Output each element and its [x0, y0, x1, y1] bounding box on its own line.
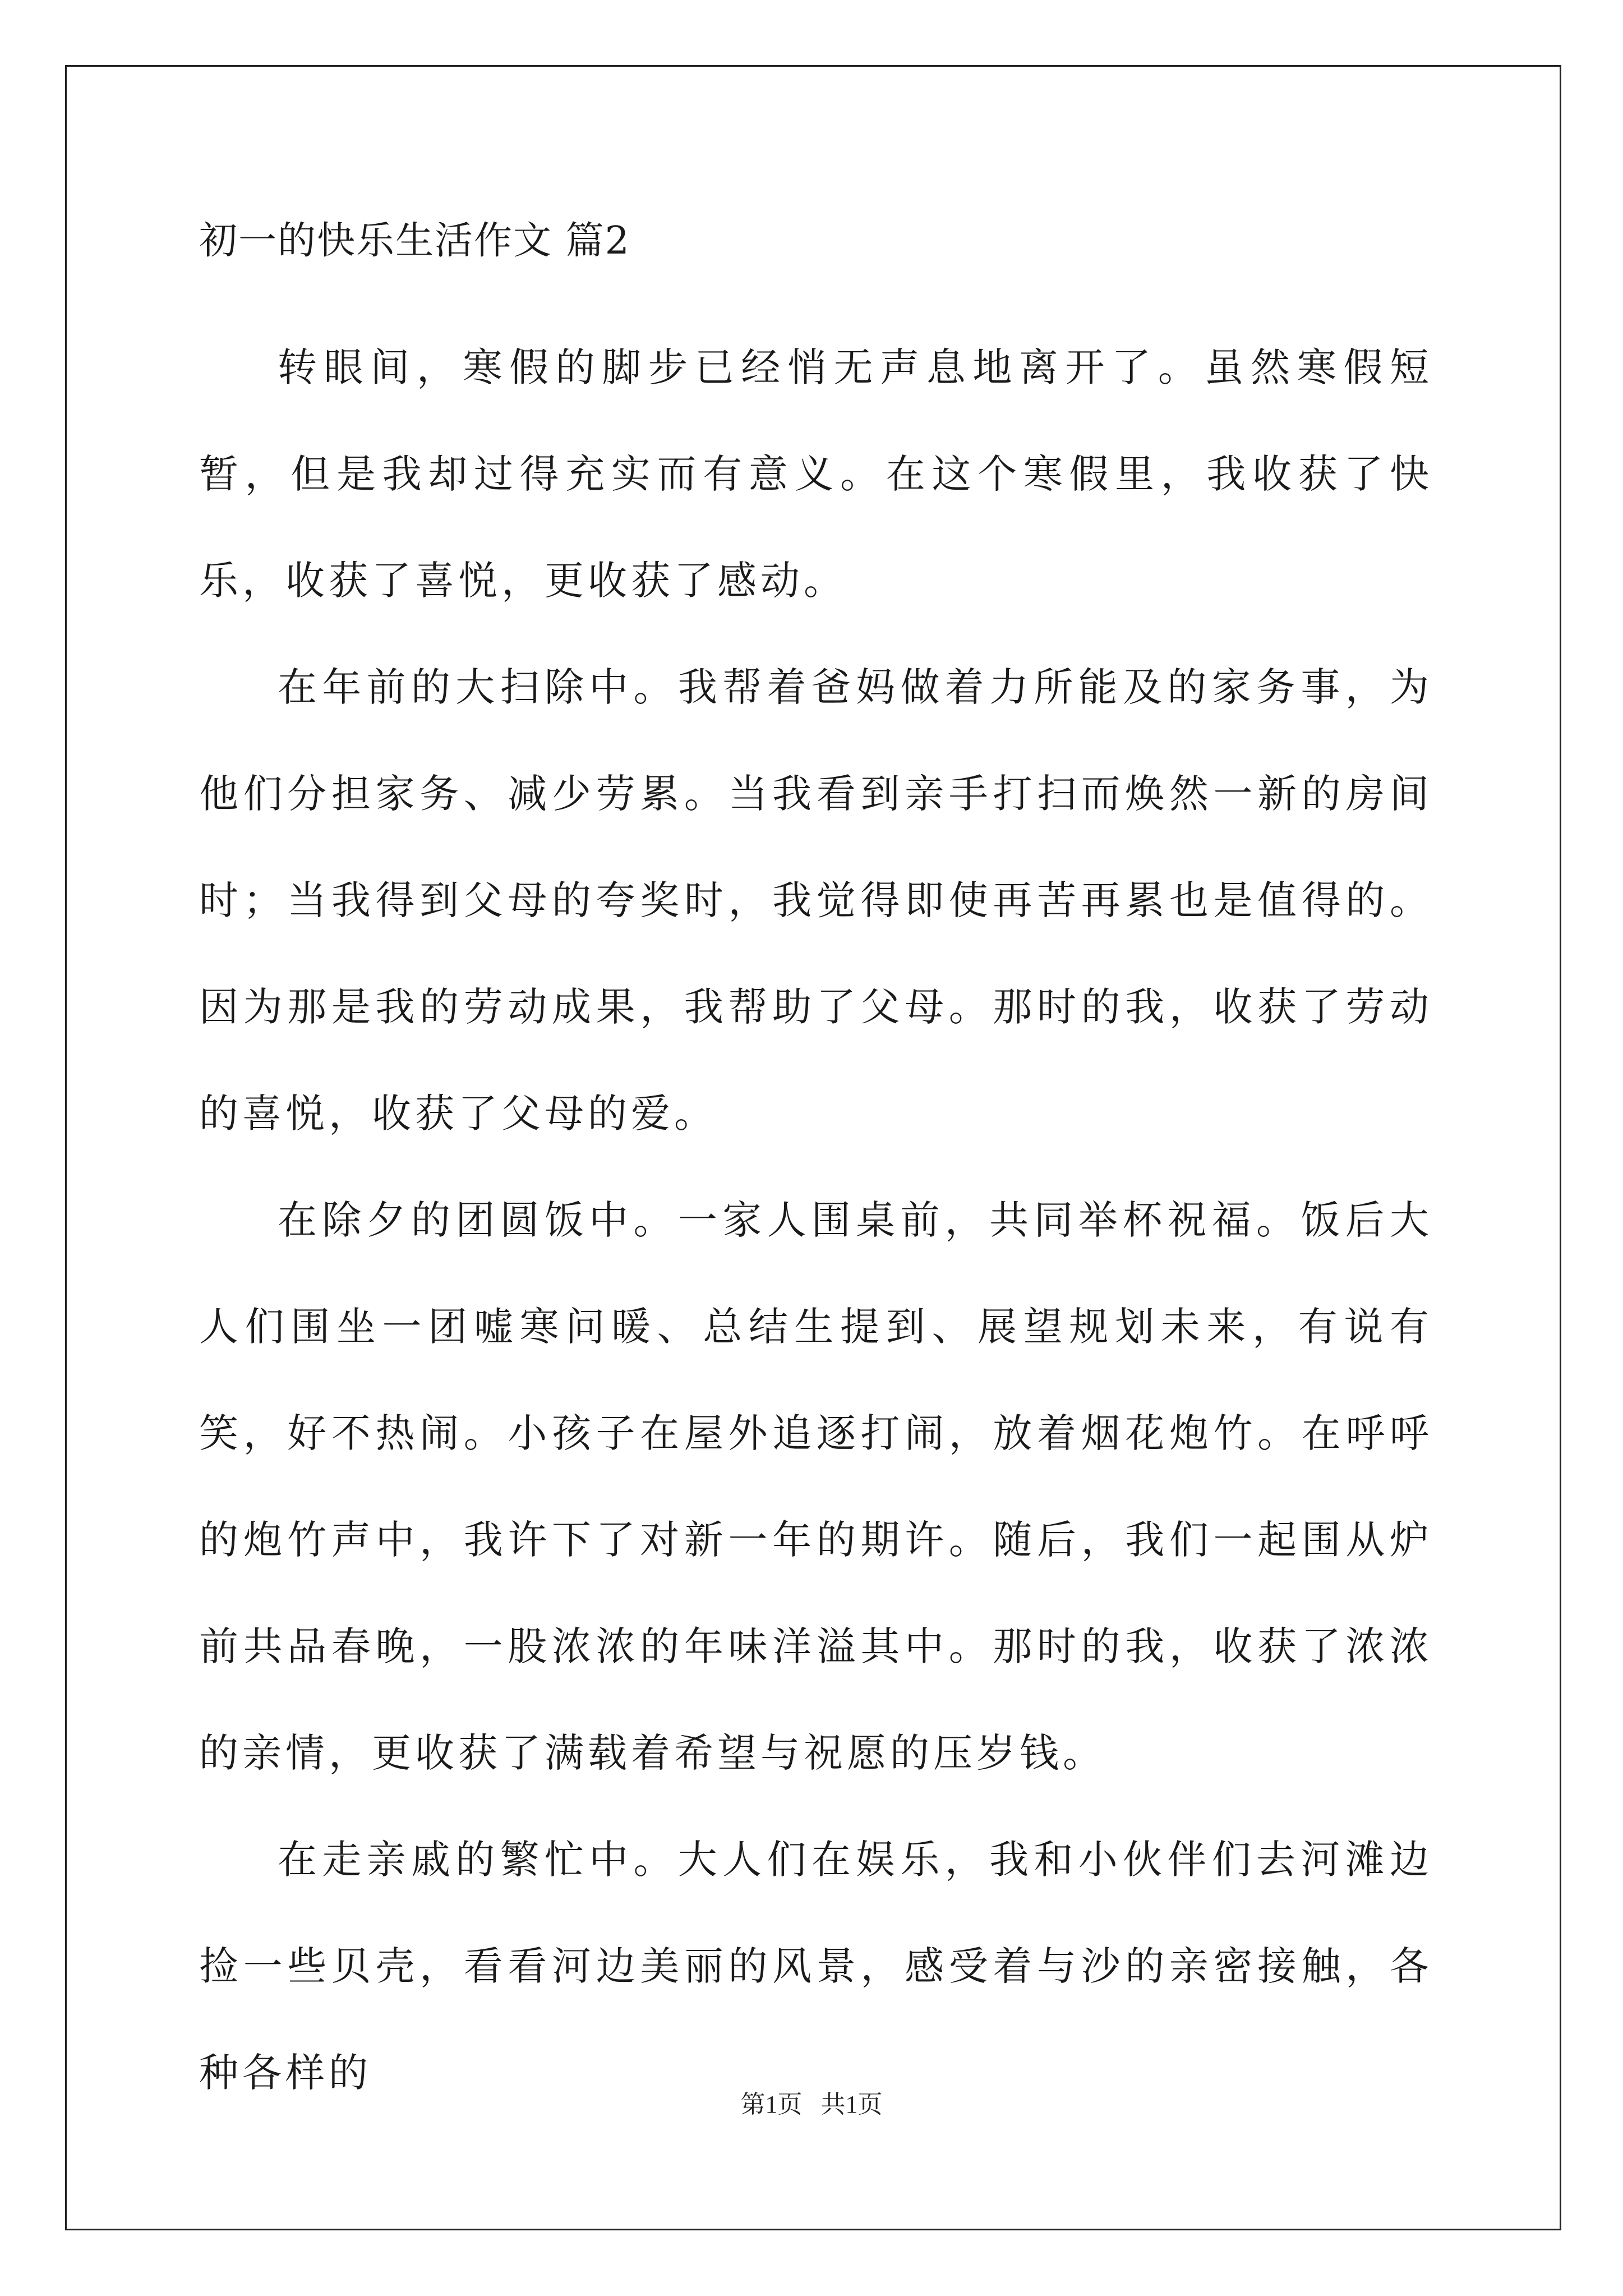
page-footer: 第1页 共1页 — [740, 2091, 883, 2118]
paragraph-4: 在走亲戚的繁忙中。大人们在娱乐，我和小伙伴们去河滩边捡一些贝壳，看看河边美丽的风景，感受着与沙的亲密接触，各种各样的 — [199, 1837, 1433, 2096]
paragraph-3: 在除夕的团圆饭中。一家人围桌前，共同举杯祝福。饭后大人们围坐一团嘘寒问暖、总结生提到、展望规划未来，有说有笑，好不热闹。小孩子在屋外追逐打闹，放着烟花炮竹。在呼呼的炮竹声中，我许下了对新一年的期许。随后，我们一起围从炉前共品春晚，一股浓浓的年味洋溢其中。那时的我，收获了浓浓的亲情，更收获了满载着希望与祝愿的压岁钱。 — [199, 1197, 1433, 1776]
paragraph-2: 在年前的大扫除中。我帮着爸妈做着力所能及的家务事，为他们分担家务、减少劳累。当我看到亲手打扫而焕然一新的房间时；当我得到父母的夸奖时，我觉得即使再苦再累也是值得的。因为那是我的劳动成果，我帮助了父母。那时的我，收获了劳动的喜悦，收获了父母的爱。 — [199, 664, 1433, 1137]
document-body — [199, 208, 1433, 2126]
document-title: 初一的快乐生活作文 篇2 — [199, 219, 630, 263]
paragraph-1: 转眼间，寒假的脚步已经悄无声息地离开了。虽然寒假短暂，但是我却过得充实而有意义。在这个寒假里，我收获了快乐，收获了喜悦，更收获了感动。 — [199, 344, 1433, 604]
